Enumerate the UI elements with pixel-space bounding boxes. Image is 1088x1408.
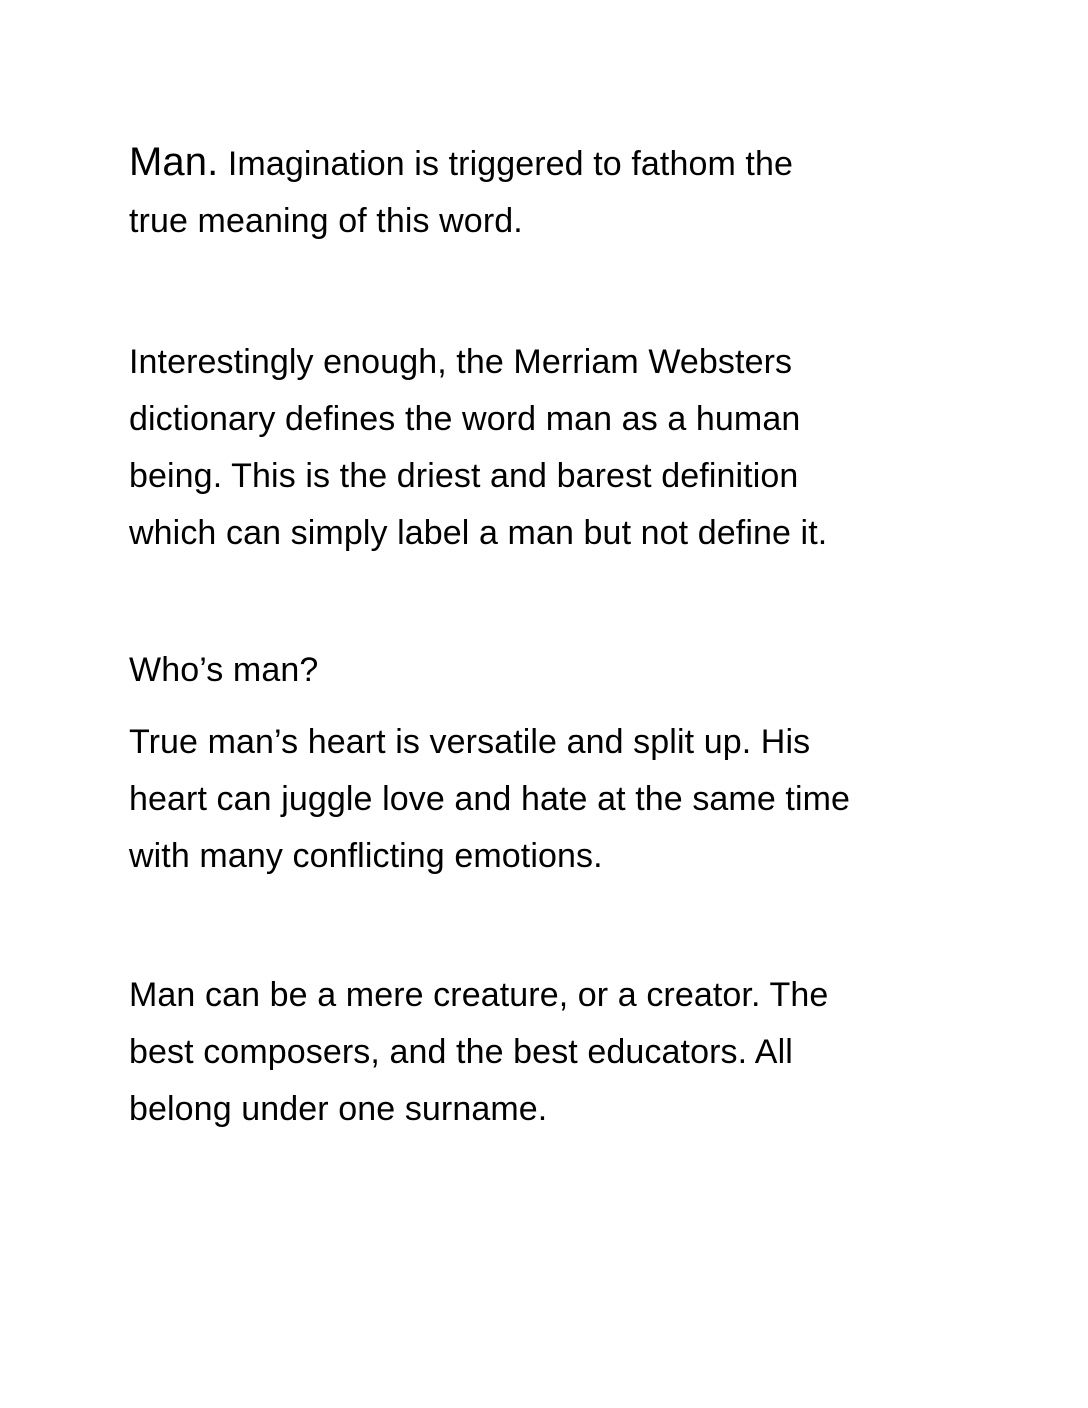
text-line: Man can be a mere creature, or a creator. The	[129, 976, 829, 1014]
creator-paragraph	[129, 967, 989, 1138]
text-line: belong under one surname.	[129, 1090, 548, 1128]
question-paragraph	[129, 642, 989, 699]
text-line: dictionary defines the word man as a human	[129, 400, 801, 438]
text-line: with many conflicting emotions.	[129, 837, 603, 875]
text-line: best composers, and the best educators. All	[129, 1033, 793, 1071]
text-line: Interestingly enough, the Merriam Websters	[129, 343, 793, 381]
heart-paragraph	[129, 714, 989, 885]
text-line: Who’s man?	[129, 651, 319, 689]
text-line: true meaning of this word.	[129, 202, 523, 240]
text-line: True man’s heart is versatile and split up. His	[129, 723, 811, 761]
opening-paragraph	[129, 133, 989, 251]
definition-paragraph	[129, 334, 989, 562]
text-line: heart can juggle love and hate at the same time	[129, 780, 851, 818]
lead-word: Man.	[129, 140, 219, 184]
text-line: which can simply label a man but not define it.	[129, 514, 828, 552]
text-line: being. This is the driest and barest definition	[129, 457, 799, 495]
line-text: Imagination is triggered to fathom the	[218, 145, 793, 183]
text-line	[129, 133, 989, 192]
